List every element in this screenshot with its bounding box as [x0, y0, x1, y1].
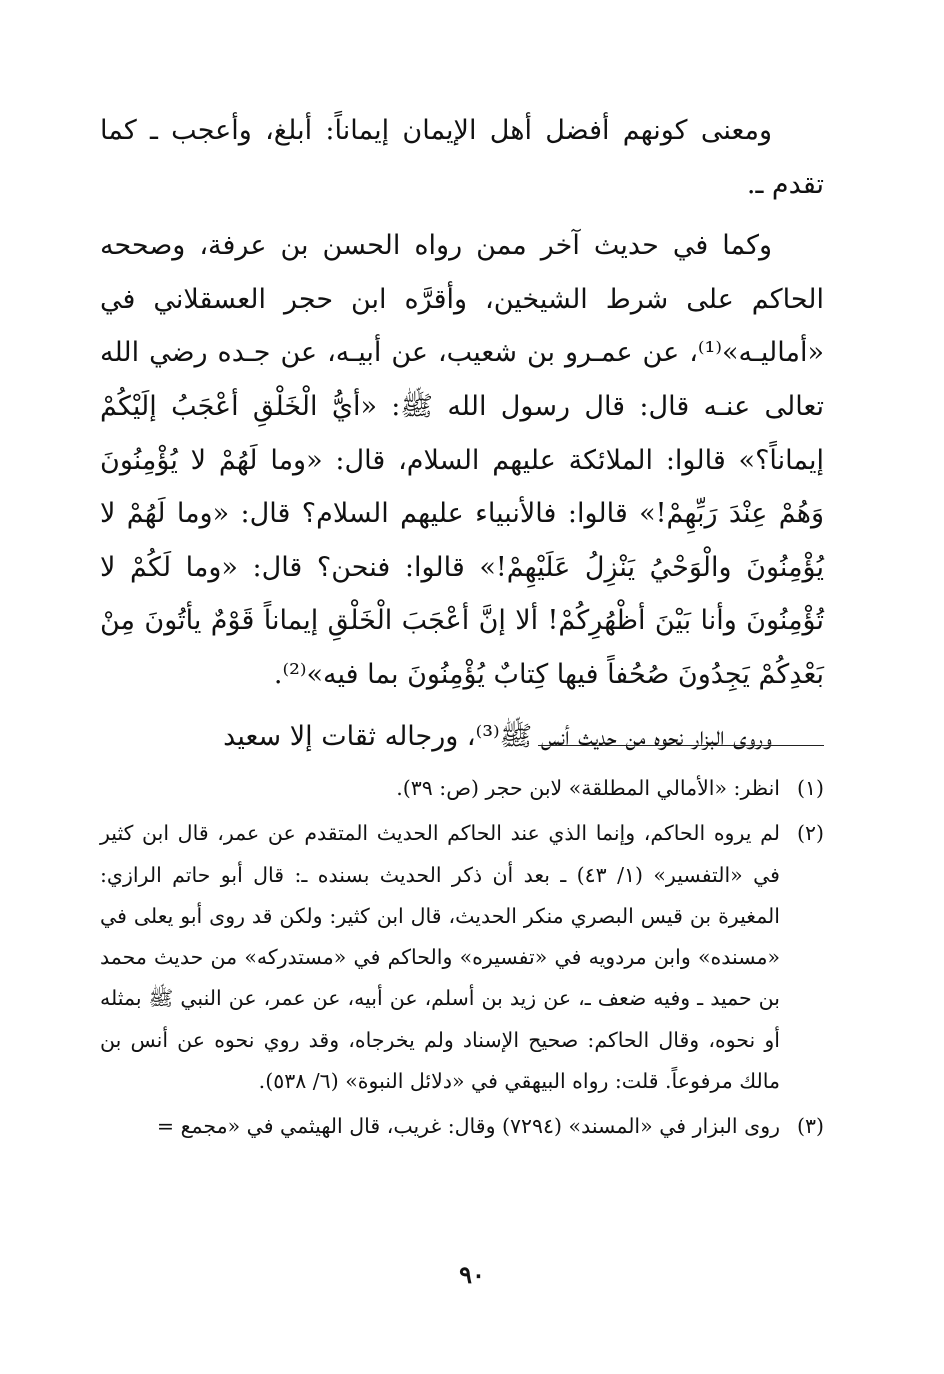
footnote-text: روى البزار في «المسند» (٧٢٩٤) وقال: غريب، قال الهيثمي في «مجمع =: [156, 1114, 780, 1139]
footnote-separator: [538, 745, 824, 746]
footnote-number: (١): [796, 776, 824, 800]
footnote-text: انظر: «الأمالي المطلقة» لابن حجر (ص: ٣٩).: [396, 776, 780, 800]
footnote-2: [100, 813, 824, 1102]
page-number: ٩٠: [459, 1260, 485, 1289]
footnote-number: (٢): [796, 821, 824, 846]
footnote-3: [100, 1106, 824, 1147]
footnote-1: [100, 768, 824, 809]
main-text: [100, 104, 824, 763]
footnote-number: (٣): [796, 1114, 824, 1139]
footnote-text: لم يروه الحاكم، وإنما الذي عند الحاكم الحديث المتقدم عن عمر، قال ابن كثير في «التفسير» (١/ ٤٣) ـ بعد أن ذكر الحديث بسنده ـ: قال أبو حاتم الرازي: المغيرة بن قيس البصري منكر الحديث، قال ابن كثير: ولكن قد روى أبو يعلى في «مسنده» وابن مردويه في «تفسيره» والحاكم في «مستدركه» من حديث محمد بن حميد ـ وفيه ضعف ـ، عن زيد بن أسلم، عن أبيه، عن عمر، عن النبي ﷺ بمثله أو نحوه، وقال الحاكم: صحيح الإسناد ولم يخرجاه، وقد روي نحوه عن أنس بن مالك مرفوعاً. قلت: رواه البيهقي في «دلائل النبوة» (٦/ ٥٣٨).: [100, 821, 780, 1094]
paragraph-2: وكما في حديث آخر ممن رواه الحسن بن عرفة، وصححه الحاكم على شرط الشيخين، وأقرَّه ابن حجر العسقلاني في «أماليـه»⁽¹⁾، عن عمـرو بن شعيب، عن أبيـه، عن جـده رضي الله تعالى عنـه قال: قال رسول الله ﷺ: «أيُّ الْخَلْقِ أعْجَبُ إلَيْكُمْ إيماناً؟» قالوا: الملائكة عليهم السلام، قال: «وما لَهُمْ لا يُؤْمِنُونَ وَهُمْ عِنْدَ رَبِّهِمْ!» قالوا: فالأنبياء عليهم السلام؟ قال: «وما لَهُمْ لا يُؤْمِنُونَ والْوَحْيُ يَنْزِلُ عَلَيْهِمْ!» قالوا: فنحن؟ قال: «وما لَكُمْ لا تُؤْمِنُونَ وأنا بَيْنَ أظْهُرِكُمْ! ألا إنَّ أعْجَبَ الْخَلْقِ إيماناً قَوْمٌ يأتُونَ مِنْ بَعْدِكُمْ يَجِدُونَ صُحُفاً فيها كِتابٌ يُؤْمِنُونَ بما فيه»⁽²⁾.: [100, 230, 824, 690]
footnotes: [100, 768, 824, 1148]
paragraph-3: وروى البزار نحوه من حديث أنس ﷺ⁽³⁾، ورجاله ثقات إلا سعيد: [223, 720, 772, 752]
paragraph-1: ومعنى كونهم أفضل أهل الإيمان إيماناً: أبلغ، وأعجب ـ كما تقدم ـ.: [100, 115, 824, 200]
